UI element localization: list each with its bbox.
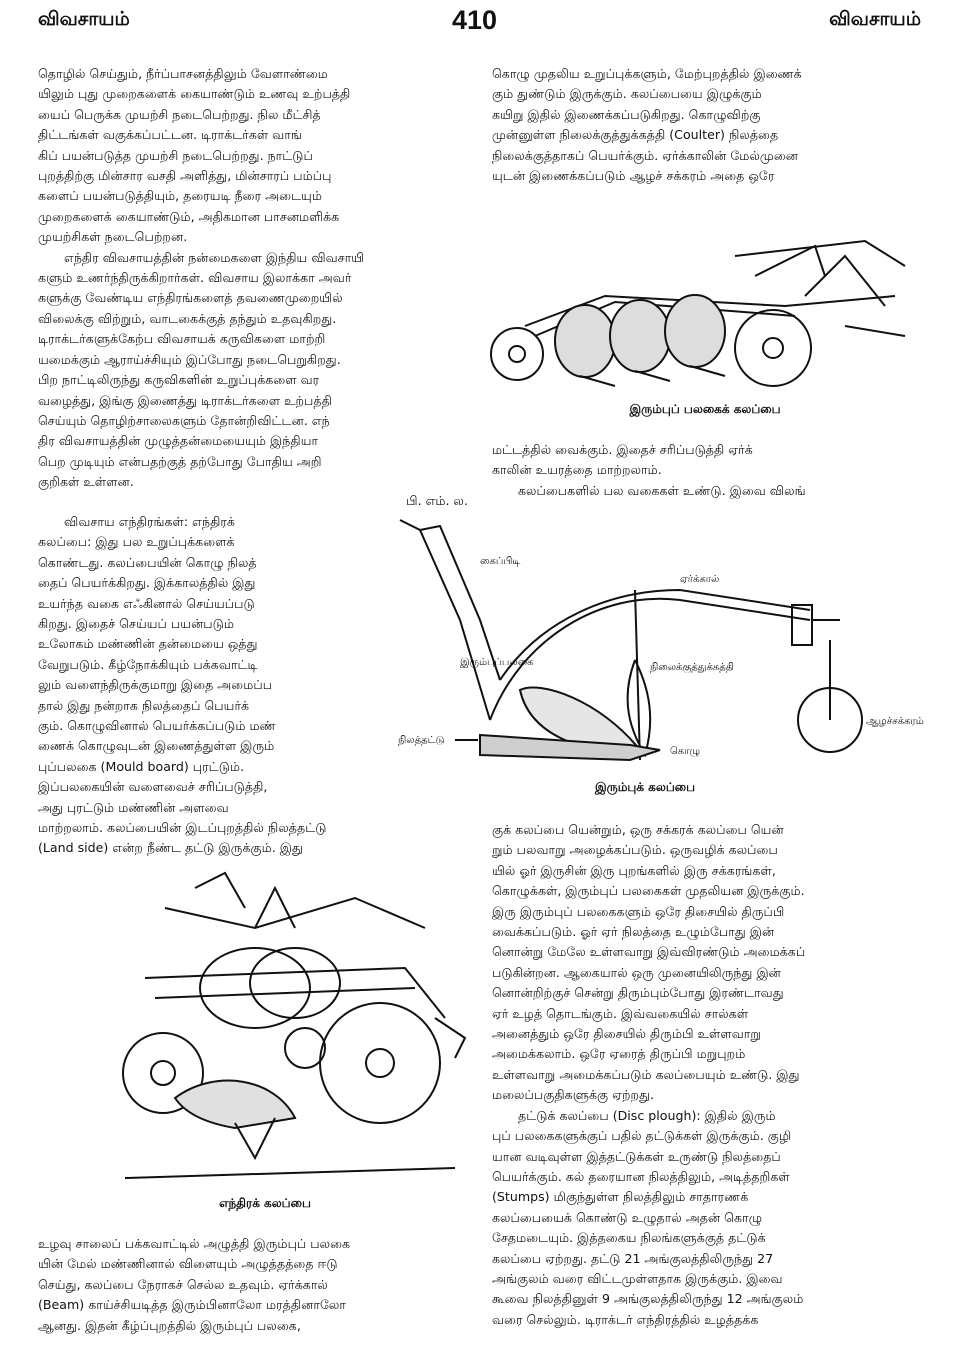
text-line: மட்டத்தில் வைக்கும். இதைச் சரிப்படுத்தி ஏர்க் (492, 442, 753, 457)
label-handle: கைப்பிடி (480, 556, 521, 567)
text-line: வைக்கப்படும். ஓர் ஏர் நிலத்தை உழும்போது இன் (492, 924, 775, 940)
text-line: உலோகம் மண்ணின் தன்மையை ஒத்து (38, 636, 258, 652)
text-line: கலப்பையைக் கொண்டு உழுதால் அதன் கொழு (492, 1209, 763, 1225)
text-line: தால் இது நன்றாக நிலத்தைப் பெயர்க் (38, 697, 250, 713)
text-line: குக் கலப்பை யென்றும், ஒரு சக்கரக் கலப்பை யென் (492, 822, 784, 837)
text-line: செய்து, கலப்பை நேராகச் செல்ல உதவும். ஏர்க்கால் (38, 1276, 328, 1292)
text-line: லும் வளைந்திருக்குமாறு இதை அமைப்ப (38, 677, 273, 693)
text-line: அங்குலம் வரை விட்டமுள்ளதாக இருக்கும். இவை (492, 1270, 783, 1286)
disc-plough-caption: இரும்புப் பலகைக் கலப்பை (629, 402, 781, 416)
text-line: கலப்பைகளில் பல வகைகள் உண்டு. இவை விலங் (518, 482, 806, 498)
text-line: திட்டங்கள் வகுக்கப்பட்டன. டிராக்டர்கள் வாங் (38, 127, 302, 143)
text-line: (Land side) என்ற நீண்ட தட்டு இருக்கும். இது (38, 840, 303, 856)
text-line: முன்னுள்ள நிலைக்குத்துக்கத்தி (Coulter) நிலத்தை (492, 127, 779, 143)
text-line: கிப் பயன்படுத்த முயற்சி நடைபெற்றது. நாட்டுப் (38, 147, 313, 163)
text-line: யுடன் இணைக்கப்படும் ஆழச் சக்கரம் அதை ஒரே (492, 168, 775, 184)
text-line: முறைகளைக் கையாண்டும், அதிகமான பாசனமளிக்க (38, 208, 340, 224)
label-coulter: நிலைக்குத்துக்கத்தி (650, 662, 734, 673)
text-line: சேதமடையும். இத்தகைய நிலங்களுக்குத் தட்டுக் (492, 1230, 766, 1246)
text-line: விலைக்கு விற்றும், வாடகைக்குத் தந்தும் உதவுகிறது. (38, 310, 337, 326)
right-column-bottom-text (492, 820, 924, 1330)
running-header-right: விவசாயம் (829, 8, 921, 30)
iron-plough-diagram (380, 520, 940, 780)
text-line: திர விவசாயத்தின் முழுத்தன்மையையும் இந்தியா (38, 433, 319, 449)
tractor-plough-illustration (105, 868, 475, 1183)
iron-plough-caption: இரும்புக் கலப்பை (594, 780, 696, 794)
text-line: கொழு முதலிய உறுப்புக்களும், மேற்புறத்தில் இணைக் (492, 66, 802, 81)
text-line: களும் உணர்ந்திருக்கிறார்கள். விவசாய இலாக்கா அவர் (38, 270, 352, 286)
text-line: யைப் பெருக்க முயற்சி நடைபெற்றது. நில மீட்சித் (38, 106, 321, 122)
text-line: ணைக் கொழுவுடன் இணைத்துள்ள இரும் (38, 738, 275, 754)
text-line: வழைத்து, இங்கு இணைத்து டிராக்டர்களை உற்பத்தி (38, 392, 332, 408)
text-line: எந்திர விவசாயத்தின் நன்மைகளை இந்திய விவசாயி (64, 249, 365, 265)
text-line: களுக்கு வேண்டிய எந்திரங்களைத் தவணைமுறையில் (38, 290, 343, 306)
left-column-top-text (38, 64, 468, 493)
text-line: றும் பலவாறு அழைக்கப்படும். ஒருவழிக் கலப்பை (492, 842, 778, 858)
text-line: தைப் பெயர்க்கிறது. இக்காலத்தில் இது (38, 575, 256, 591)
text-line: புப் பலகைகளுக்குப் பதில் தட்டுக்கள் இருக்கும். குழி (492, 1128, 792, 1144)
text-line: வரை செல்லும். டிராக்டர் எந்திரத்தில் உழத்தக்க (492, 1311, 759, 1327)
text-line: புப்பலகை (Mould board) புரட்டும். (38, 758, 245, 774)
text-line: யான வடிவுள்ள இத்தட்டுக்கள் உருண்டு நிலத்தைப் (492, 1148, 781, 1164)
text-line: கலப்பை ஏற்றது. தட்டு 21 அங்குலத்திலிருந்து 27 (492, 1250, 774, 1266)
text-line: மலைப்பகுதிகளுக்கு ஏற்றது. (492, 1087, 655, 1103)
signature (400, 491, 468, 511)
label-beam: ஏர்க்கால் (680, 574, 720, 585)
text-line: குறிகள் உள்ளன. (38, 474, 134, 490)
text-line: உயர்ந்த வகை எஃகினால் செய்யப்படு (38, 595, 255, 611)
text-line: பிற நாட்டிலிருந்து கருவிகளின் உறுப்புக்களை வர (38, 372, 320, 388)
disc-plough-illustration (485, 236, 925, 396)
running-header-left: விவசாயம் (38, 8, 130, 30)
text-line: கும் துண்டும் இருக்கும். கலப்பையை இழுக்கும் (492, 86, 762, 102)
text-line: அனைத்தும் ஒரே திசையில் திரும்பி உள்ளவாறு (492, 1026, 761, 1042)
label-land-side: நிலத்தட்டு (398, 735, 445, 746)
text-line: வேறுபடும். கீழ்நோக்கியும் பக்கவாட்டி (38, 656, 258, 672)
text-line: கிறது. இதைச் செய்யப் பயன்படும் (38, 616, 235, 632)
text-line: களைப் பயன்படுத்தியும், தரையடி நீரை அடையும் (38, 188, 322, 204)
text-line: காலின் உயரத்தை மாற்றலாம். (492, 462, 662, 478)
right-column-mid-text (492, 440, 924, 501)
text-line: அது புரட்டும் மண்ணின் அளவை (38, 799, 229, 815)
text-line: இப்பலகையின் வளைவைச் சரிப்படுத்தி, (38, 779, 268, 795)
label-mould-board: இரும்புப்பலகை (460, 657, 534, 668)
text-line: ஆனது. இதன் கீழ்ப்புறத்தில் இரும்புப் பலகை, (38, 1317, 301, 1333)
label-depth-wheel: ஆழச்சக்கரம் (866, 716, 924, 727)
text-line: கலப்பை: இது பல உறுப்புக்களைக் (38, 534, 235, 550)
text-line: (Beam) காய்ச்சியடித்த இரும்பினாலோ மரத்தினாலோ (38, 1297, 346, 1313)
right-column-top-text (492, 64, 924, 186)
text-line: உள்ளவாறு அமைக்கப்படும் கலப்பையும் உண்டு. இது (492, 1066, 800, 1082)
text-line: புறத்திற்கு மின்சார வசதி அளித்து, மின்சாரப் பம்ப்பு (38, 168, 332, 184)
left-column-mid-text (38, 512, 368, 818)
text-line: நிலைக்குத்தாகப் பெயர்க்கும். ஏர்க்காலின் மேல்முனை (492, 147, 799, 163)
text-line: மாற்றலாம். கலப்பையின் இடப்புறத்தில் நிலத்தட்டு (38, 820, 327, 835)
text-line: படுகின்றன. ஆகையால் ஒரு முனையிலிருந்து இன் (492, 964, 781, 980)
text-line: அமைக்கலாம். ஒரே ஏரைத் திருப்பி மறுபுறம் (492, 1046, 746, 1062)
text-line: தட்டுக் கலப்பை (Disc plough): இதில் இரும் (518, 1107, 776, 1123)
author-initials: பி. எம். ல. (406, 493, 468, 508)
text-line: பெயர்க்கும். கல் தரையான நிலத்திலும், அடித்தறிகள் (492, 1168, 790, 1184)
text-line: தொழில் செய்தும், நீர்ப்பாசனத்திலும் வேளாண்மை (38, 66, 328, 81)
text-line: கயிறு இதில் இணைக்கப்படுகிறது. கொழுவிற்கு (492, 106, 761, 122)
text-line: (Stumps) மிகுந்துள்ள நிலத்திலும் சாதாரணக் (492, 1189, 749, 1205)
text-line: கும். கொழுவினால் பெயர்க்கப்படும் மண் (38, 718, 276, 734)
text-line: செய்யும் தொழிற்சாலைகளும் தோன்றிவிட்டன. எந் (38, 412, 330, 428)
text-line: முயற்சிகள் நடைபெற்றன. (38, 229, 188, 245)
tractor-plough-caption: எந்திரக் கலப்பை (219, 1196, 311, 1210)
text-line: டிராக்டர்களுக்கேற்ப விவசாயக் கருவிகளை மாற்றி (38, 331, 326, 347)
text-line: யமைக்கும் ஆராய்ச்சியும் இப்போது நடைபெறுகிறது. (38, 351, 341, 367)
left-column-bottom-text (38, 1234, 468, 1336)
text-line: னொன்றிற்குச் சென்று திரும்பும்போது இரண்டாவது (492, 985, 784, 1001)
label-share: கொழு (670, 746, 701, 757)
text-line: பெற முடியும் என்பதற்குத் தற்போது போதிய அறி (38, 453, 322, 469)
text-line: யிலும் புது முறைகளைக் கையாண்டும் உணவு உற்பத்தி (38, 86, 351, 102)
text-line: கூவை நிலத்தினுள் 9 அங்குலத்திலிருந்து 12 அங்குலம் (492, 1291, 804, 1307)
text-line: கொண்டது. கலப்பையின் கொழு நிலத் (38, 554, 257, 570)
page-number: 410 (452, 5, 498, 35)
text-line: விவசாய எந்திரங்கள்: எந்திரக் (64, 514, 235, 529)
text-line: கொழுக்கள், இரும்புப் பலகைகள் முதலியன இருக்கும். (492, 883, 805, 899)
text-line: இரு இரும்புப் பலகைகளும் ஒரே திசையில் திருப்பி (492, 903, 785, 919)
text-line: ஏர் உழத் தொடங்கும். இவ்வகையில் சால்கள் (492, 1005, 749, 1021)
text-line: னொன்று மேலே உள்ளவாறு இவ்விரண்டும் அமைக்கப் (492, 944, 806, 960)
left-column-mid-text-wide (38, 818, 468, 859)
text-line: யில் ஓர் இருசின் இரு புறங்களில் இரு சக்கரங்கள், (492, 862, 776, 878)
text-line: உழவு சாலைப் பக்கவாட்டில் அழுத்தி இரும்புப் பலகை (38, 1236, 351, 1251)
text-line: யின் மேல் மண்ணினால் விளையும் அழுத்தத்தை ஈடு (38, 1256, 338, 1272)
